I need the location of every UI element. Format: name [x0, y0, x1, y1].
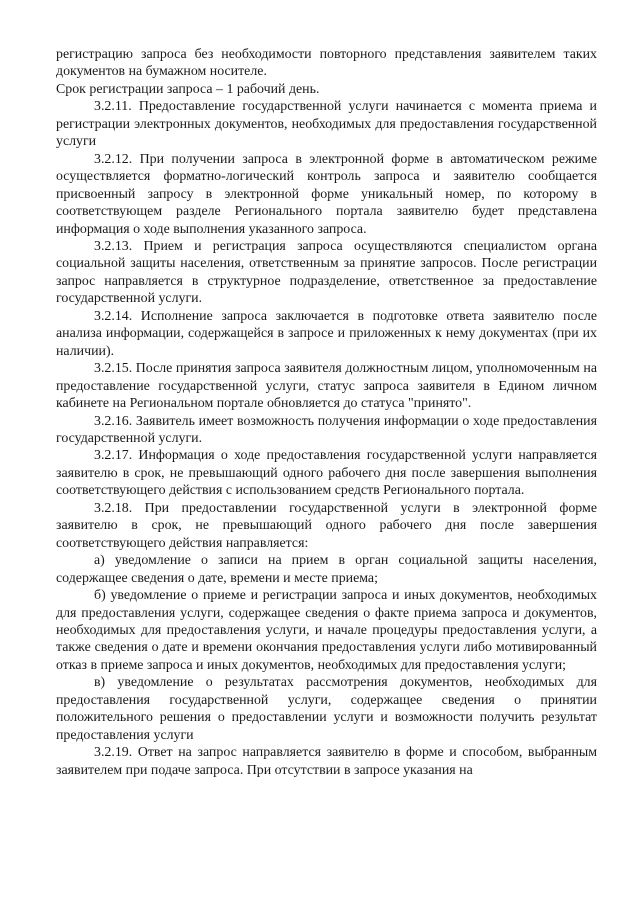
list-item-a-appointment-notice: а) уведомление о записи на прием в орган социальной защиты населения, содержащее сведения о дате, времени и месте приема; [56, 553, 597, 586]
paragraph-3-2-18: 3.2.18. При предоставлении государственной услуги в электронной форме заявителю в срок, не превышающий одного рабочего дня после завершения соответствующего действия направляется: [56, 500, 597, 551]
paragraph-3-2-19: 3.2.19. Ответ на запрос направляется заявителю в форме и способом, выбранным заявителем при подаче запроса. При отсутствии в запросе указания на [56, 745, 597, 778]
paragraph-registration-continued: регистрацию запроса без необходимости повторного представления заявителем таких документов на бумажном носителе. [56, 47, 597, 80]
paragraph-3-2-11: 3.2.11. Предоставление государственной услуги начинается с момента приема и регистрации электронных документов, необходимых для предоставления государственной услуги [56, 99, 597, 150]
list-item-b-registration-notice: б) уведомление о приеме и регистрации запроса и иных документов, необходимых для предоставления услуги, содержащее сведения о факте приема запроса и документов, необходимых для предоставления услуги, и начале процедуры предоставления услуги, а также сведения о дате и времени окончания предоставления услуги либо мотивированный отказ в приеме запроса и иных документов, необходимых для предоставления услуги; [56, 588, 597, 673]
paragraph-3-2-16: 3.2.16. Заявитель имеет возможность получения информации о ходе предоставления государственной услуги. [56, 413, 597, 446]
paragraph-3-2-15: 3.2.15. После принятия запроса заявителя должностным лицом, уполномоченным на предоставление государственной услуги, статус запроса заявителя в Едином личном кабинете на Региональном портале обновляется до статуса "принято". [56, 361, 597, 412]
paragraph-3-2-12: 3.2.12. При получении запроса в электронной форме в автоматическом режиме осуществляется форматно-логический контроль запроса и заявителю сообщается присвоенный запросу в электронной форме уникальный номер, по которому в соответствующем разделе Регионального портала заявителю будет представлена информация о ходе выполнения указанного запроса. [56, 151, 597, 237]
paragraph-registration-term: Срок регистрации запроса – 1 рабочий день. [56, 81, 320, 97]
list-item-c-results-notice: в) уведомление о результатах рассмотрения документов, необходимых для предоставления государственной услуги, содержащее сведения о принятии положительного решения о предоставлении услуги и возможности получить результат предоставления услуги [56, 675, 597, 743]
paragraph-3-2-13: 3.2.13. Прием и регистрация запроса осуществляются специалистом органа социальной защиты населения, ответственным за принятие запросов. После регистрации запрос направляется в структурное подразделение, ответственное за предоставление государственной услуги. [56, 238, 597, 307]
paragraph-3-2-17: 3.2.17. Информация о ходе предоставления государственной услуги направляется заявителю в срок, не превышающий одного рабочего дня после завершения выполнения соответствующего действия с использованием средств Регионального портала. [56, 448, 597, 499]
paragraph-3-2-14: 3.2.14. Исполнение запроса заключается в подготовке ответа заявителю после анализа информации, содержащейся в запросе и приложенных к нему документах (при их наличии). [56, 308, 597, 359]
